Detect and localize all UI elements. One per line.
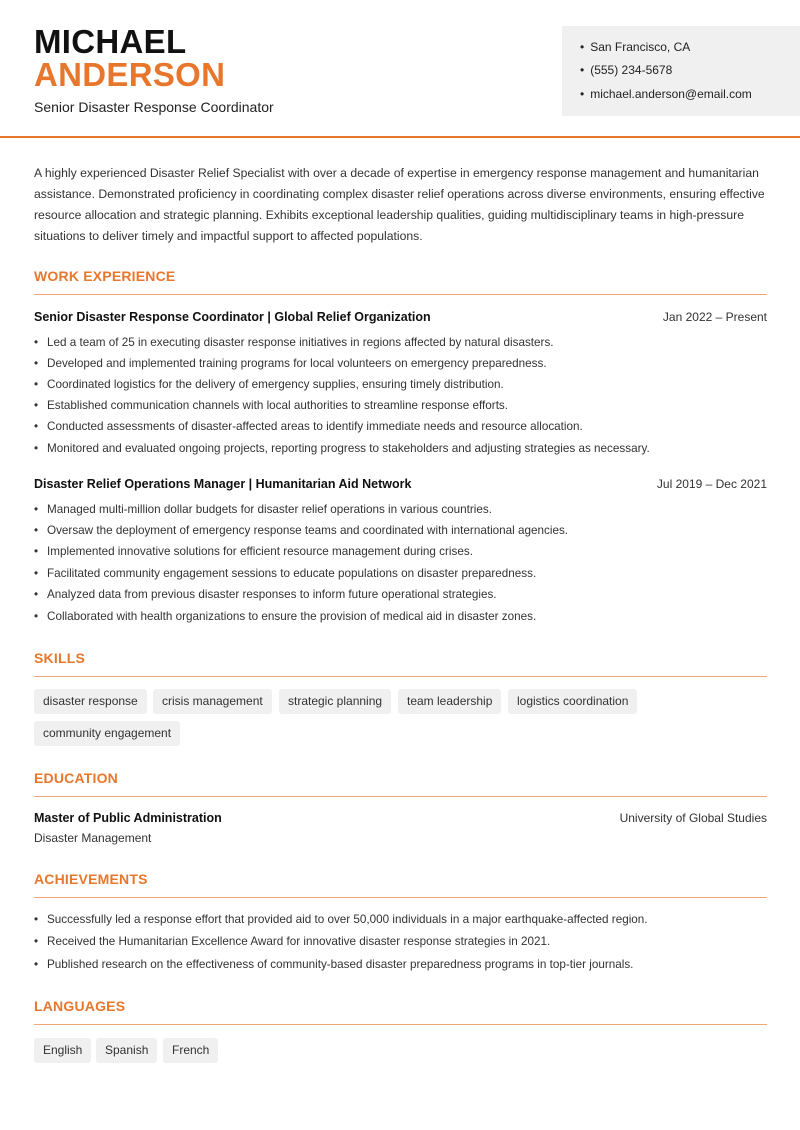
job-title: Senior Disaster Response Coordinator	[34, 99, 274, 115]
job-heading: Senior Disaster Response Coordinator | Global Relief Organization	[34, 310, 431, 324]
section-title-work: WORK EXPERIENCE	[34, 268, 176, 284]
list-item: • Collaborated with health organizations to ensure the provision of medical aid in disaster zones.	[34, 610, 537, 623]
resume-header	[0, 0, 800, 138]
education-field: Disaster Management	[34, 831, 152, 845]
section-divider	[34, 294, 767, 295]
list-item: • Led a team of 25 in executing disaster response initiatives in regions affected by natural disasters.	[34, 336, 554, 349]
list-item: • Received the Humanitarian Excellence Award for innovative disaster response strategies in 2021.	[34, 935, 551, 948]
summary: A highly experienced Disaster Relief Specialist with over a decade of expertise in emergency response management and humanitarian assistance. Demonstrated proficiency in coordinating complex disaster relief operations across diverse environments, ensuring effective resource allocation and strategic planning. Exhibits exceptional leadership qualities, guiding multidisciplinary teams in high-pressure situations to deliver timely and impactful support to affected populations.	[34, 166, 765, 243]
language-chip: Spanish	[96, 1038, 157, 1063]
skill-chip: disaster response	[34, 689, 147, 714]
bullet-icon: •	[580, 40, 585, 54]
skill-chip: strategic planning	[279, 689, 391, 714]
education-school: University of Global Studies	[619, 811, 767, 825]
list-item: • Coordinated logistics for the delivery of emergency supplies, ensuring timely distribution.	[34, 378, 504, 391]
skill-chip: logistics coordination	[508, 689, 637, 714]
section-title-achievements: ACHIEVEMENTS	[34, 871, 148, 887]
list-item: • Oversaw the deployment of emergency response teams and coordinated with international agencies.	[34, 524, 569, 537]
email-text[interactable]: michael.anderson@email.com	[590, 87, 752, 101]
contact-box	[562, 26, 800, 116]
location-text: San Francisco, CA	[590, 40, 691, 54]
section-title-skills: SKILLS	[34, 650, 85, 666]
bullet-icon: •	[580, 63, 585, 77]
first-name: MICHAEL	[34, 23, 187, 60]
education-degree: Master of Public Administration	[34, 811, 222, 825]
list-item: • Implemented innovative solutions for efficient resource management during crises.	[34, 545, 473, 558]
section-divider	[34, 796, 767, 797]
section-divider	[34, 897, 767, 898]
section-title-education: EDUCATION	[34, 770, 118, 786]
contact-phone	[580, 63, 672, 77]
section-divider	[34, 1024, 767, 1025]
section-divider	[34, 676, 767, 677]
job-dates: Jan 2022 – Present	[662, 310, 767, 324]
contact-location	[580, 40, 690, 54]
job-dates: Jul 2019 – Dec 2021	[656, 477, 767, 491]
list-item: • Monitored and evaluated ongoing projects, reporting progress to stakeholders and adjusting strategies as necessary.	[34, 442, 650, 455]
phone-text: (555) 234-5678	[590, 63, 673, 77]
section-title-languages: LANGUAGES	[34, 998, 126, 1014]
list-item: • Established communication channels with local authorities to streamline response efforts.	[34, 399, 509, 412]
list-item: • Managed multi-million dollar budgets for disaster relief operations in various countries.	[34, 503, 492, 516]
list-item: • Successfully led a response effort that provided aid to over 50,000 individuals in a major earthquake-affected region.	[34, 913, 648, 926]
list-item: • Published research on the effectiveness of community-based disaster preparedness programs in top-tier journals.	[34, 958, 634, 971]
list-item: • Conducted assessments of disaster-affected areas to identify immediate needs and resource allocation.	[34, 420, 583, 433]
bullet-icon: •	[580, 87, 585, 101]
job-heading: Disaster Relief Operations Manager | Humanitarian Aid Network	[34, 477, 412, 491]
last-name: ANDERSON	[34, 56, 226, 93]
contact-email[interactable]	[580, 87, 752, 101]
list-item: • Developed and implemented training programs for local volunteers on emergency preparedness.	[34, 357, 547, 370]
skill-chip: crisis management	[153, 689, 272, 714]
list-item: • Facilitated community engagement sessions to educate populations on disaster preparedness.	[34, 567, 537, 580]
language-chip: French	[163, 1038, 218, 1063]
list-item: • Analyzed data from previous disaster responses to inform future operational strategies.	[34, 588, 497, 601]
language-chip: English	[34, 1038, 91, 1063]
skill-chip: community engagement	[34, 721, 180, 746]
skill-chip: team leadership	[398, 689, 501, 714]
